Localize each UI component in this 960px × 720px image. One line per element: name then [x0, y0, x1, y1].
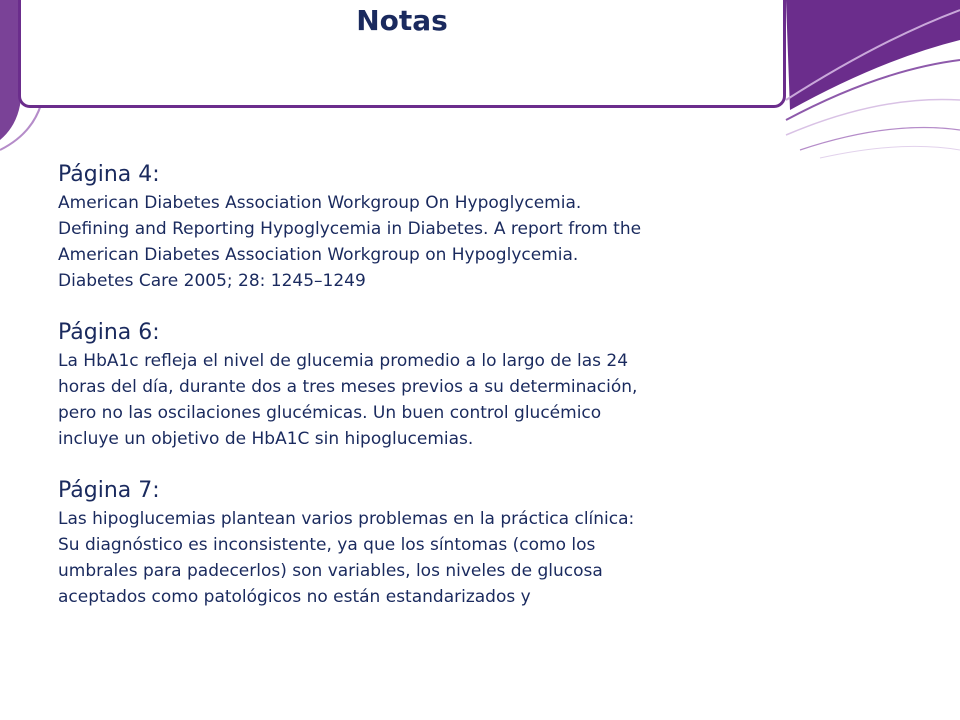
- section-line: pero no las oscilaciones glucémicas. Un buen control glucémico: [58, 403, 602, 423]
- section-line: incluye un objetivo de HbA1C sin hipoglucemias.: [58, 429, 474, 449]
- section-heading: Página 4:: [58, 162, 160, 187]
- title-card: [18, 0, 786, 108]
- section-line: Diabetes Care 2005; 28: 1245–1249: [58, 271, 366, 291]
- section-line: Defining and Reporting Hypoglycemia in Diabetes. A report from the: [58, 219, 642, 239]
- section-line: La HbA1c refleja el nivel de glucemia promedio a lo largo de las 24: [58, 351, 629, 371]
- note-section-page-7: [58, 476, 938, 610]
- section-line: umbrales para padecerlos) son variables, los niveles de glucosa: [58, 561, 603, 581]
- page-title: Notas: [356, 4, 448, 37]
- section-heading: Página 7:: [58, 478, 160, 503]
- section-line: aceptados como patológicos no están estandarizados y: [58, 587, 531, 607]
- section-heading: Página 6:: [58, 320, 160, 345]
- notes-content: [58, 160, 938, 634]
- note-section-page-4: [58, 160, 938, 294]
- section-line: Las hipoglucemias plantean varios problemas en la práctica clínica:: [58, 509, 635, 529]
- section-line: American Diabetes Association Workgroup On Hypoglycemia.: [58, 193, 582, 213]
- section-line: Su diagnóstico es inconsistente, ya que los síntomas (como los: [58, 535, 596, 555]
- note-section-page-6: [58, 318, 938, 452]
- section-line: horas del día, durante dos a tres meses previos a su determinación,: [58, 377, 638, 397]
- section-line: American Diabetes Association Workgroup on Hypoglycemia.: [58, 245, 579, 265]
